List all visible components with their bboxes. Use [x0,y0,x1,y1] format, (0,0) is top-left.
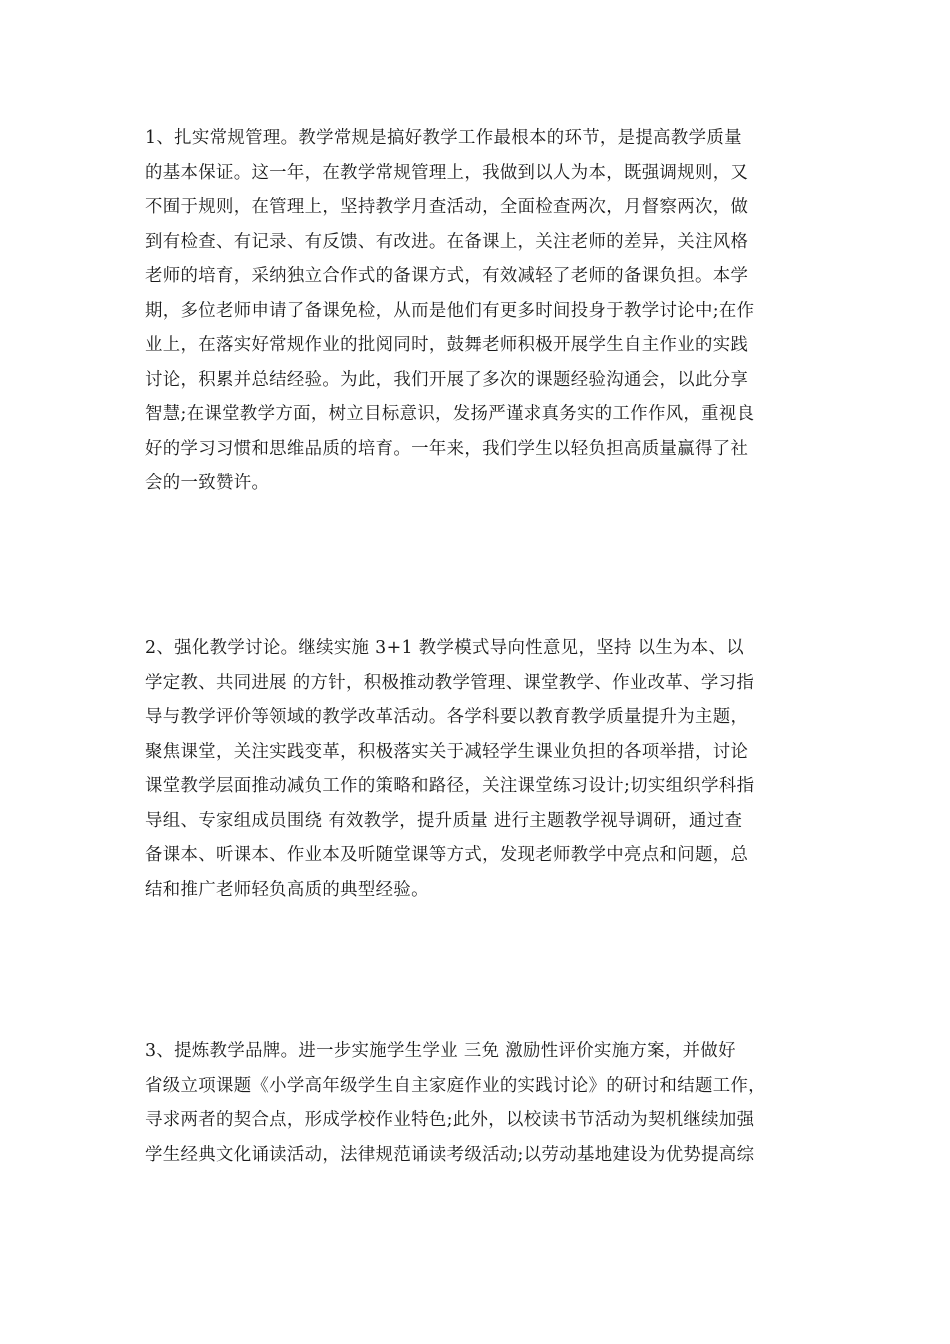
text-line: 省级立项课题《小学高年级学生自主家庭作业的实践讨论》的研讨和结题工作， [145,1075,766,1096]
text-line: 寻求两者的契合点，形成学校作业特色;此外，以校读书节活动为契机继续加强 [145,1110,755,1130]
paragraph-routine-management [145,121,805,501]
text-line: 导组、专家组成员围绕 有效教学，提升质量 进行主题教学视导调研，通过查 [145,810,743,831]
text-line: 聚焦课堂，关注实践变革，积极落实关于减轻学生课业负担的各项举措，讨论 [145,741,749,762]
text-line: 好的学习习惯和思维品质的培育。一年来，我们学生以轻负担高质量赢得了社 [145,438,749,459]
text-line: 学定教、共同进展 的方针，积极推动教学管理、课堂教学、作业改革、学习指 [145,672,755,693]
text-line: 课堂教学层面推动减负工作的策略和路径，关注课堂练习设计;切实组织学科指 [145,776,755,796]
text-line: 期，多位老师申请了备课免检，从而是他们有更多时间投身于教学讨论中;在作 [145,300,755,321]
text-line: 的基本保证。这一年，在教学常规管理上，我做到以人为本，既强调规则，又 [145,162,749,183]
paragraph-teaching-brand [145,1034,805,1172]
text-line: 会的一致赞许。 [145,473,270,493]
text-line: 学生经典文化诵读活动，法律规范诵读考级活动;以劳动基地建设为优势提高综 [145,1144,755,1165]
text-line: 讨论，积累并总结经验。为此，我们开展了多次的课题经验沟通会，以此分享 [145,369,749,390]
paragraph-teaching-discussion [145,631,805,907]
text-line: 智慧;在课堂教学方面，树立目标意识，发扬严谨求真务实的工作作风，重视良 [145,404,755,424]
text-line: 结和推广老师轻负高质的典型经验。 [145,879,429,900]
text-line: 导与教学评价等领域的教学改革活动。各学科要以教育教学质量提升为主题， [145,707,749,727]
text-line: 到有检查、有记录、有反馈、有改进。在备课上，关注老师的差异，关注风格 [145,231,749,252]
text-line: 业上，在落实好常规作业的批阅同时，鼓舞老师积极开展学生自主作业的实践 [145,335,749,355]
text-line: 1、扎实常规管理。教学常规是搞好教学工作最根本的环节，是提高教学质量 [145,128,742,148]
text-line: 备课本、听课本、作业本及听随堂课等方式，发现老师教学中亮点和问题，总 [145,845,749,865]
text-line: 老师的培育，采纳独立合作式的备课方式，有效减轻了老师的备课负担。本学 [145,266,749,286]
text-line: 不囿于规则，在管理上，坚持教学月查活动，全面检查两次，月督察两次，做 [145,197,749,217]
text-line: 3、提炼教学品牌。进一步实施学生学业 三免 激励性评价实施方案，并做好 [145,1041,736,1061]
text-line: 2、强化教学讨论。继续实施 3+1 教学模式导向性意见，坚持 以生为本、以 [145,638,745,658]
